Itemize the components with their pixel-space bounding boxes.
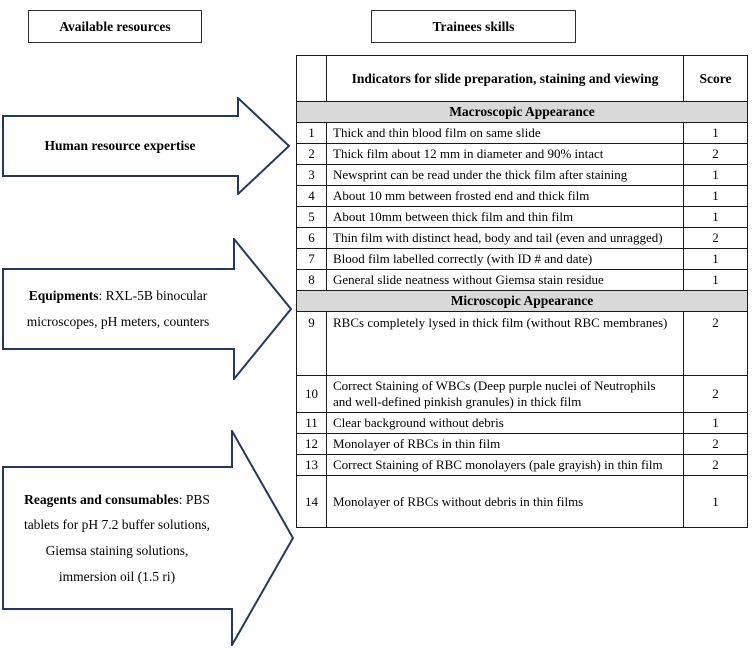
score-cell: 2 — [684, 228, 748, 249]
table-body — [297, 102, 748, 528]
skills-table — [296, 55, 748, 528]
row-number-cell: 1 — [297, 123, 327, 144]
indicator-text-cell: RBCs completely lysed in thick film (without RBC membranes) — [327, 312, 684, 376]
indicator-text-cell: About 10 mm between frosted end and thick film — [327, 186, 684, 207]
section-header-row — [297, 102, 748, 123]
indicator-row — [297, 376, 748, 413]
score-cell: 2 — [684, 434, 748, 455]
row-number-cell: 4 — [297, 186, 327, 207]
indicator-row — [297, 270, 748, 291]
score-cell: 2 — [684, 312, 748, 376]
row-number-cell: 8 — [297, 270, 327, 291]
arrow-human-resource-text — [2, 116, 238, 176]
indicator-row — [297, 186, 748, 207]
row-number-cell: 10 — [297, 376, 327, 413]
arrow-equipments-text — [14, 269, 222, 349]
indicator-row — [297, 144, 748, 165]
section-header-row — [297, 291, 748, 312]
row-number-cell: 3 — [297, 165, 327, 186]
header-number-cell — [297, 56, 327, 102]
arrow-text-rest: : RXL-5B binocular microscopes, pH meters, counters — [26, 288, 210, 329]
indicator-text-cell: Thick and thin blood film on same slide — [327, 123, 684, 144]
row-number-cell: 5 — [297, 207, 327, 228]
score-cell: 1 — [684, 123, 748, 144]
row-number-cell: 11 — [297, 413, 327, 434]
arrow-equipments — [2, 238, 292, 380]
indicator-row — [297, 413, 748, 434]
indicator-row — [297, 455, 748, 476]
section-header-label: Microscopic Appearance — [297, 291, 748, 312]
arrow-human-resource-expertise — [2, 97, 290, 195]
row-number-cell: 12 — [297, 434, 327, 455]
score-cell: 2 — [684, 455, 748, 476]
indicator-row — [297, 207, 748, 228]
score-cell: 1 — [684, 270, 748, 291]
row-number-cell: 2 — [297, 144, 327, 165]
score-cell: 1 — [684, 186, 748, 207]
score-cell: 1 — [684, 413, 748, 434]
trainees-skills-box — [371, 10, 576, 43]
row-number-cell: 6 — [297, 228, 327, 249]
row-number-cell: 7 — [297, 249, 327, 270]
arrow-text-bold: Human resource expertise — [44, 138, 196, 153]
header-indicator-cell: Indicators for slide preparation, staining and viewing — [327, 56, 684, 102]
indicator-row — [297, 434, 748, 455]
indicator-text-cell: Blood film labelled correctly (with ID # and date) — [327, 249, 684, 270]
available-resources-label: Available resources — [59, 18, 171, 34]
indicator-text-cell: About 10mm between thick film and thin film — [327, 207, 684, 228]
arrow-reagents-text — [17, 467, 217, 609]
score-cell: 2 — [684, 376, 748, 413]
score-cell: 1 — [684, 165, 748, 186]
section-header-label: Macroscopic Appearance — [297, 102, 748, 123]
indicator-row — [297, 249, 748, 270]
score-cell: 1 — [684, 476, 748, 528]
indicator-row — [297, 476, 748, 528]
indicator-text-cell: Newsprint can be read under the thick film after staining — [327, 165, 684, 186]
table-header-row — [297, 56, 748, 102]
arrow-reagents-consumables — [2, 430, 294, 646]
indicator-text-cell: Monolayer of RBCs in thin film — [327, 434, 684, 455]
arrow-text-bold: Reagents and consumables — [24, 491, 179, 507]
indicator-text-cell: General slide neatness without Giemsa stain residue — [327, 270, 684, 291]
indicator-row — [297, 165, 748, 186]
indicator-text-cell: Monolayer of RBCs without debris in thin films — [327, 476, 684, 528]
row-number-cell: 13 — [297, 455, 327, 476]
row-number-cell: 9 — [297, 312, 327, 376]
indicator-text-cell: Correct Staining of RBC monolayers (pale grayish) in thin film — [327, 455, 684, 476]
indicator-row — [297, 228, 748, 249]
indicator-row — [297, 123, 748, 144]
indicator-text-cell: Thin film with distinct head, body and tail (even and unragged) — [327, 228, 684, 249]
arrow-text-rest: : PBS tablets for pH 7.2 buffer solutions, Giemsa staining solutions, immersion oil (1.5 ri) — [23, 491, 211, 584]
score-cell: 1 — [684, 249, 748, 270]
available-resources-box — [28, 10, 202, 43]
header-score-cell: Score — [684, 56, 748, 102]
row-number-cell: 14 — [297, 476, 327, 528]
indicator-text-cell: Correct Staining of WBCs (Deep purple nuclei of Neutrophils and well-defined pinkish granules) in thick film — [327, 376, 684, 413]
score-cell: 2 — [684, 144, 748, 165]
trainees-skills-label: Trainees skills — [432, 18, 515, 34]
arrow-text-bold: Equipments — [28, 288, 99, 304]
indicator-text-cell: Clear background without debris — [327, 413, 684, 434]
indicator-text-cell: Thick film about 12 mm in diameter and 90% intact — [327, 144, 684, 165]
indicator-row — [297, 312, 748, 376]
score-cell: 1 — [684, 207, 748, 228]
